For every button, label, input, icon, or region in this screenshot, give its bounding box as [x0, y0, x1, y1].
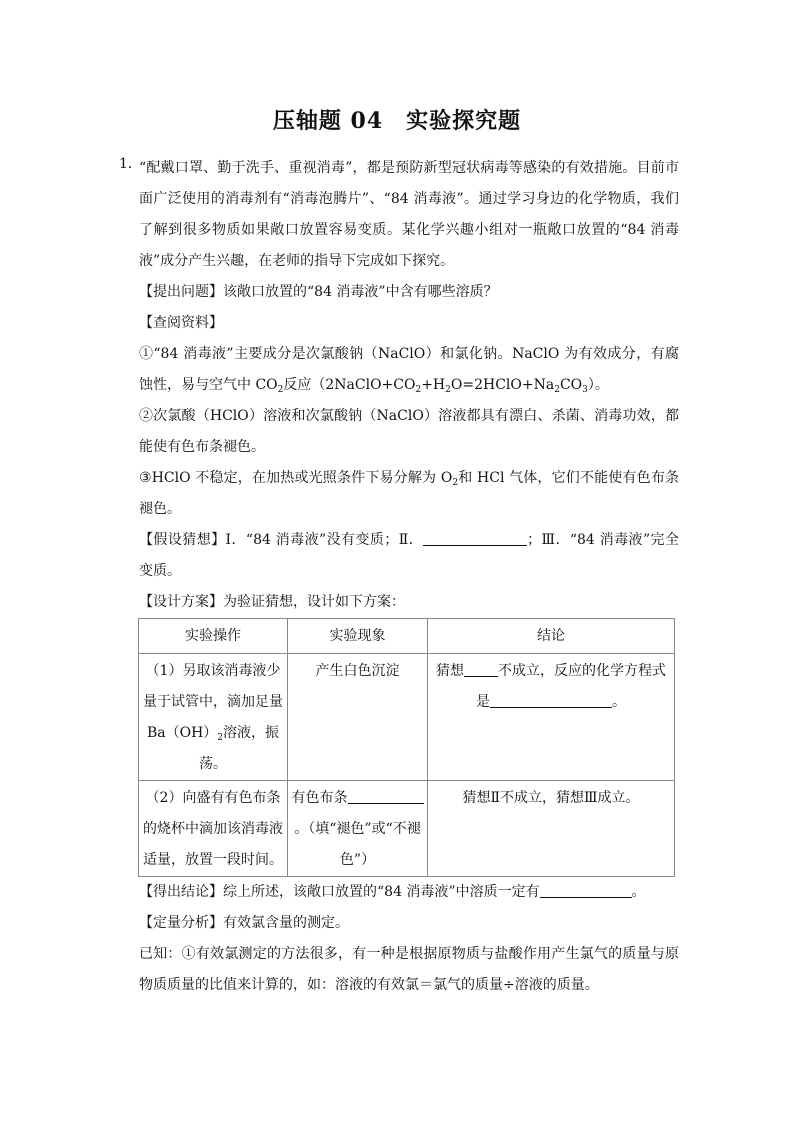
hypothesis-blank[interactable] [423, 531, 527, 546]
question-intro [119, 153, 679, 277]
table-row [139, 781, 675, 877]
table-header: 实验现象 [288, 619, 428, 654]
equation-blank[interactable] [490, 693, 612, 708]
known-info: 已知：①有效氯测定的方法很多，有一种是根据原物质与盐酸作用产生氯气的质量与原物质质量的比值来计算的，如：溶液的有效氯＝氯气的质量÷溶液的质量。 [139, 946, 679, 993]
operation-cell: （2）向盛有有色布条的烧杯中滴加该消毒液适量，放置一段时间。 [139, 781, 288, 877]
table-header-row [139, 619, 675, 654]
info-item-1: ①“84 消毒液”主要成分是次氯酸钠（NaClO）和氯化钠。NaClO 为有效成分，有腐蚀性，易与空气中 $CO_2$反应$(2NaClO+CO_2+H_2O=2HClO+Na_2CO_3)$。 [139, 346, 679, 395]
table-header: 实验操作 [139, 619, 288, 654]
page-title: 压轴题 04 实验探究题 [272, 108, 522, 134]
phenomenon-cell: 产生白色沉淀 [288, 654, 428, 781]
design-plan: 【设计方案】为验证猜想，设计如下方案： [139, 594, 405, 610]
raise-question: 【提出问题】该敞口放置的“84 消毒液”中含有哪些溶质？ [139, 284, 498, 300]
table-header: 结论 [428, 619, 675, 654]
phenomenon-blank[interactable] [348, 789, 424, 804]
info-item-3: ③HClO 不稳定，在加热或光照条件下易分解为 $O_2$和 HCl 气体，它们不能使有色布条褪色。 [139, 470, 679, 517]
operation-cell: （1）另取该消毒液少量于试管中，滴加足量 $Ba(OH)_2$溶液，振荡。 [139, 654, 288, 781]
conclusion-cell: 猜想Ⅱ不成立，猜想Ⅲ成立。 [428, 781, 675, 877]
conclusion-cell: 猜想 不成立，反应的化学方程式是 。 [428, 654, 675, 781]
research-heading: 【查阅资料】 [139, 315, 223, 331]
question-body [119, 153, 679, 1001]
info-item-2: ②次氯酸（HClO）溶液和次氯酸钠（NaClO）溶液都具有漂白、杀菌、消毒功效，都能使有色布条褪色。 [139, 408, 679, 455]
hypothesis: 【假设猜想】Ⅰ．“84 消毒液”没有变质；Ⅱ． ；Ⅲ．“84 消毒液”完全变质。 [139, 532, 679, 579]
guess-blank[interactable] [464, 662, 498, 677]
quantitative-analysis: 【定量分析】有效氯含量的测定。 [139, 915, 349, 931]
table-row [139, 654, 675, 781]
phenomenon-cell: 有色布条。（填“褪色”或“不褪色”） [288, 781, 428, 877]
draw-conclusion: 【得出结论】综上所述，该敞口放置的“84 消毒液”中溶质一定有 。 [139, 884, 646, 900]
intro-text: “配戴口罩、勤于洗手、重视消毒”，都是预防新型冠状病毒等感染的有效措施。目前市面广泛使用的消毒剂有“消毒泡腾片”、“84 消毒液”。通过学习身边的化学物质，我们了解到很多物质如果敞口放置容易变质。某化学兴趣小组对一瓶敞口放置的“84 消毒液”成分产生兴趣，在老师的指导下完成如下探究。 [139, 160, 679, 269]
question-number: 1． [119, 156, 142, 172]
experiment-table [138, 618, 675, 877]
solute-blank[interactable] [540, 883, 632, 898]
